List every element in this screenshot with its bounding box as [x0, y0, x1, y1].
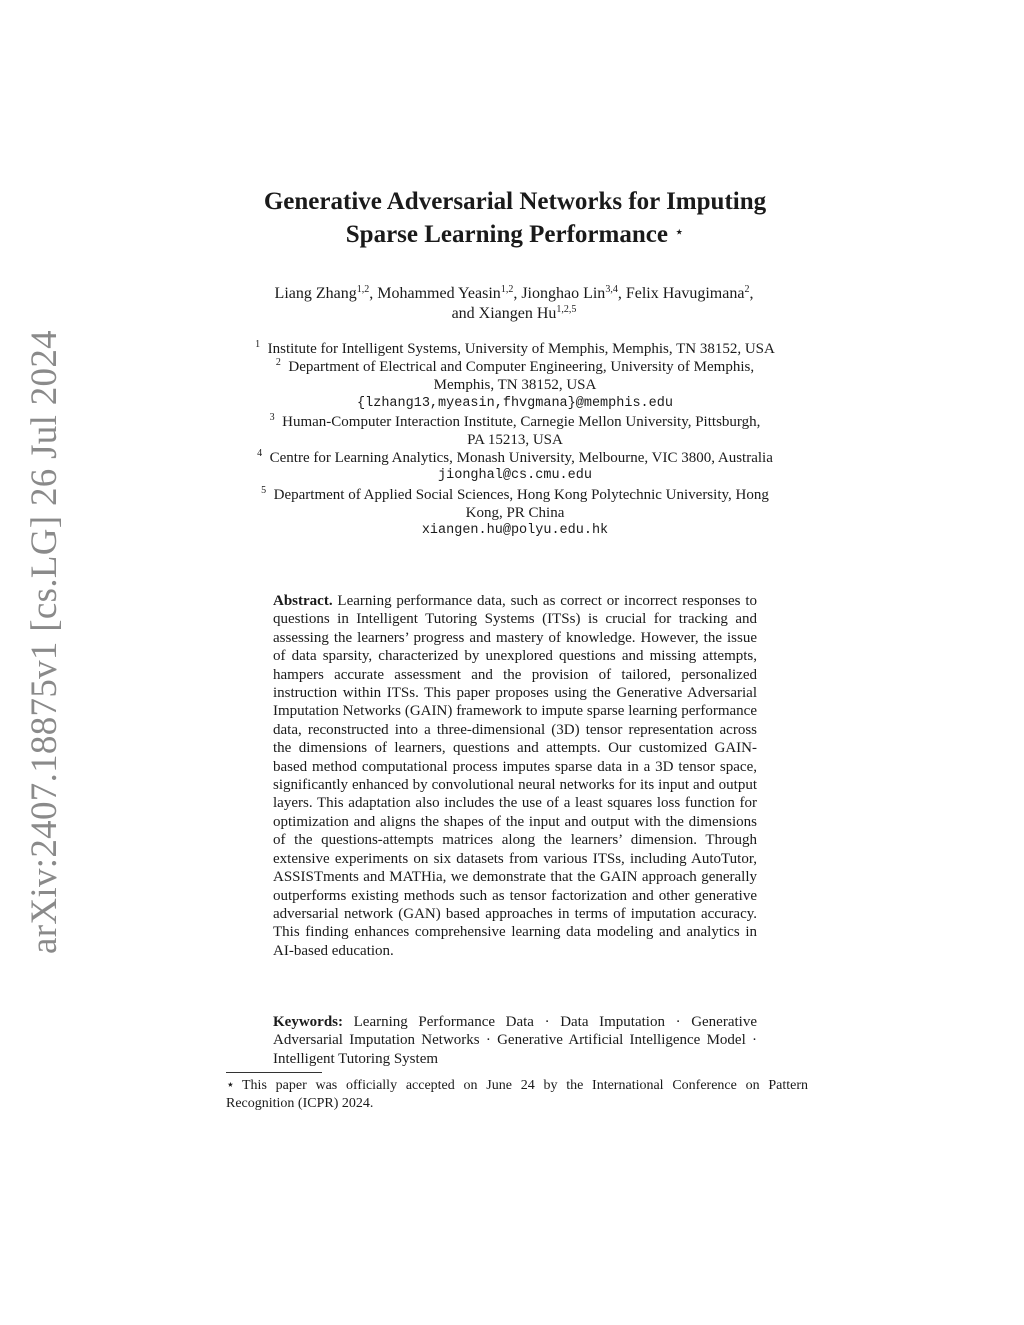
author-name: Felix Havugimana — [625, 285, 745, 302]
abstract-text: Learning performance data, such as correct or incorrect responses to questions in Intelligent Tutoring Systems (ITSs) is crucial for tracking and assessing the learners’ progress and mastery of knowledge. However, the issue of data sparsity, characterized by unexplored questions and missing attempts, hampers accurate assessment and the provision of tailored, personalized instruction within ITSs. This paper proposes using the Generative Adversarial Imputation Networks (GAIN) framework to impute sparse learning performance data, reconstructed into a three-dimensional (3D) tensor representation across the dimensions of learners, questions and attempts. Our customized GAIN-based method computational process imputes sparse data in a 3D tensor space, significantly enhanced by convolutional neural networks for its input and output layers. This adaptation also includes the use of a least squares loss function for optimization and aligns the shapes of the input and output with the dimensions of the questions-attempts matrices along the learners’ dimension. Through extensive experiments on six datasets from various ITSs, including AutoTutor, ASSISTments and MATHia, we demonstrate that the GAIN approach generally outperforms existing methods such as tensor factorization and other generative adversarial network (GAN) based approaches in terms of imputation accuracy. This finding enhances comprehensive learning data modeling and analytics in AI-based education. — [273, 593, 758, 959]
footnote — [226, 1077, 808, 1112]
author-affil-mark: 2 — [744, 284, 750, 295]
affiliation-5-email: xiangen.hu@polyu.edu.hk — [421, 523, 609, 539]
keywords-label: Keywords: — [273, 1014, 343, 1030]
affiliation-5: $^5$ Department of Applied Social Sciences, Hong Kong Polytechnic University, Hong — [261, 484, 769, 503]
affiliation-1: $^1$ Institute for Intelligent Systems, University of Memphis, Memphis, TN 38152, USA — [255, 339, 775, 357]
affiliation-2: $^2$ Department of Electrical and Computer Engineering, University of Memphis, — [275, 357, 755, 376]
author-name: and Xiangen Hu — [451, 305, 557, 322]
author-affil-mark: 1,2 — [500, 284, 514, 295]
author-name: Jionghao Lin — [521, 285, 606, 302]
author-line-1: Liang Zhang$^{1,2}$, Mohammed Yeasin$^{1,2}$, Jionghao Lin$^{3,4}$, Felix Havugimana$^2$, — [274, 284, 754, 302]
affiliation-3-cont: PA 15213, USA — [467, 432, 563, 449]
affiliation-4: $^4$ Centre for Learning Analytics, Monash University, Melbourne, VIC 3800, Australia — [257, 448, 773, 467]
affiliation-2-email: {lzhang13,myeasin,fhvgmana}@memphis.edu — [357, 395, 673, 411]
affiliation-5-cont: Kong, PR China — [465, 504, 565, 521]
footnote-star: ⋆ — [226, 1078, 235, 1093]
title-line-2: Sparse Learning Performance ⋆ — [345, 221, 685, 248]
footnote-text: This paper was officially accepted on June 24 by the International Conference on Pattern Recognition (ICPR) 2024. — [226, 1078, 808, 1111]
author-name: Mohammed Yeasin — [377, 285, 501, 302]
author-affil-mark: 3,4 — [605, 284, 618, 295]
arxiv-identifier: arXiv:2407.18875v1 [cs.LG] 26 Jul 2024 — [24, 330, 65, 954]
author-affil-mark: 1,2,5 — [556, 304, 577, 315]
title-line-1: Generative Adversarial Networks for Imputing — [263, 188, 767, 215]
footnote-rule — [226, 1072, 322, 1073]
author-list — [200, 284, 828, 324]
title-footnote-star: ⋆ — [674, 224, 685, 241]
affiliation-2-cont: Memphis, TN 38152, USA — [433, 377, 597, 394]
author-name: Liang Zhang — [274, 285, 357, 302]
keywords — [273, 1013, 757, 1068]
affiliation-3: $^3$ Human-Computer Interaction Institute, Carnegie Mellon University, Pittsburgh, — [269, 411, 761, 430]
abstract-label: Abstract. — [273, 593, 333, 609]
paper-title — [170, 186, 860, 250]
keywords-text: Learning Performance Data · Data Imputation · Generative Adversarial Imputation Networks · Generative Artificial Intelligence Model · Intelligent Tutoring System — [273, 1014, 757, 1067]
abstract — [273, 592, 757, 960]
author-line-2 — [200, 304, 828, 324]
affiliation-list — [205, 340, 825, 540]
affiliation-4-email: jionghal@cs.cmu.edu — [438, 468, 592, 484]
author-affil-mark: 1,2 — [356, 284, 370, 295]
